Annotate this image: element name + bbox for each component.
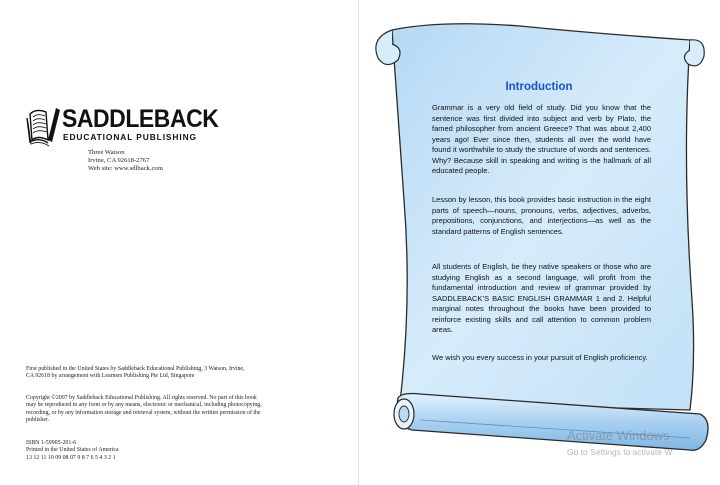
intro-paragraph: Lesson by lesson, this book provides basic instruction in the eight parts of speech—nouns, pronouns, verbs, adjectives, adverbs, prepositions, conjunctions, and interjections—as well as the standard patterns of English sentences. (432, 195, 651, 236)
address-line: Web site: www.sdlback.com (88, 165, 163, 172)
legal-line: First published in the United States by Saddleback Educational Publishing, 3 Watson, Irvine, (26, 366, 245, 372)
legal-line: may be reproduced in any form or by any means, electronic or mechanical, including photocopying, (26, 402, 262, 409)
legal-line: CA 92618 by arrangement with Learners Publishing Pte Ltd, Singapore (26, 373, 195, 380)
isbn-line: ISBN 1-59905-201-6 (26, 440, 77, 446)
intro-paragraph: We wish you every success in your pursuit of English proficiency. (432, 353, 648, 362)
legal-line: recording, or by any information storage and retrieval system, without the written permission of the (26, 409, 261, 416)
publisher-name: SADDLEBACK (62, 105, 219, 133)
intro-paragraph: Grammar is a very old field of study. Did you know that the sentence was first divided into subject and verb by Plato, the famed philosopher from ancient Greece? That was about 2,400 years ago! Ever since then, students all over the world have found it worthwhile to study the structure of words and sentences. Why? Because skill in speaking and writing is the hallmark of all educated people. (432, 103, 651, 175)
legal-line: Copyright ©2007 by Saddleback Educational Publishing. All rights reserved. No part of this book (26, 395, 257, 401)
intro-paragraph: All students of English, be they native speakers or those who are studying English as a second language, will profit from the fundamental introduction and review of grammar provided by SADDLEBACK’S BASIC ENGLISH GRAMMAR 1 and 2. Helpful marginal notes throughout the books have been provided to reinforce existing skills and call attention to common problem areas. (432, 262, 651, 334)
address-line: Three Watson (88, 149, 125, 156)
activate-windows-watermark (567, 428, 672, 458)
legal-line: publisher. (26, 416, 50, 423)
print-country-line: Printed in the United States of America (26, 447, 119, 454)
address-line: Irvine, CA 92618-2767 (88, 157, 150, 164)
introduction-title: Introduction (505, 81, 573, 93)
publisher-tagline: EDUCATIONAL PUBLISHING (63, 132, 197, 142)
print-run-line: 13 12 11 10 09 08 07 9 8 7 6 5 4 3 2 1 (26, 454, 116, 461)
watermark-subtitle: Go to Settings to activate W (567, 447, 673, 457)
watermark-title: Activate Windows (567, 428, 670, 443)
